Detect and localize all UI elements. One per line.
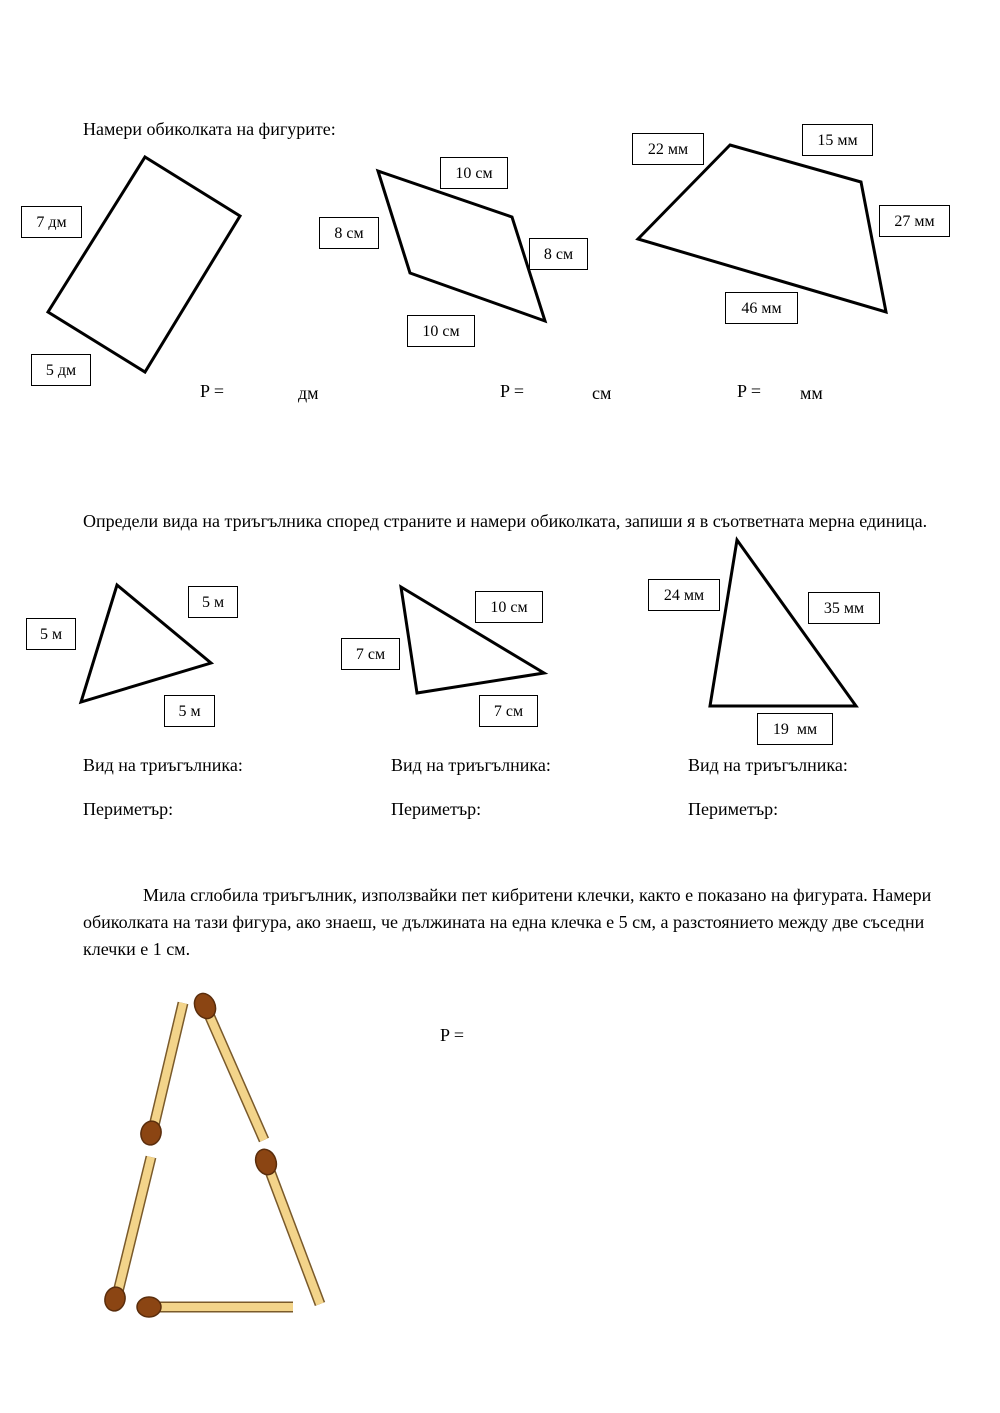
tri3-perimeter-label: Периметър: <box>688 799 779 819</box>
match-stick-5 <box>137 1297 293 1317</box>
tri2-perimeter-label: Периметър: <box>391 799 482 819</box>
fig2-label-right: 8 см <box>529 238 588 270</box>
fig1-perimeter-unit: дм <box>298 383 319 403</box>
match-stick-2 <box>191 990 264 1140</box>
fig3-label-bottom: 46 мм <box>725 292 798 324</box>
tri1-label-right: 5 м <box>188 586 238 618</box>
fig1-label-side-a: 7 дм <box>21 206 82 238</box>
tri3-label-right: 35 мм <box>808 592 880 624</box>
fig3-label-top: 15 мм <box>802 124 873 156</box>
tri2-label-left: 7 см <box>341 638 400 670</box>
section3-problem: Мила сглобила триъгълник, използвайки пет кибритени клечки, както е показано на фигурата. Намери обиколката на тази фигура, ако знаеш, че дължината на една клечка е 5 см, а разстоянието между две съседни клечки е 1 см. <box>83 885 932 959</box>
section1-instruction: Намери обиколката на фигурите: <box>83 119 336 139</box>
match-stick-1 <box>139 1003 183 1147</box>
tri1-label-bottom: 5 м <box>164 695 215 727</box>
tri2-label-bottom: 7 см <box>479 695 538 727</box>
fig2-label-bottom: 10 см <box>407 315 475 347</box>
match-stick-4 <box>252 1146 320 1304</box>
tri2-kind-label: Вид на триъгълника: <box>391 755 551 775</box>
section3-perimeter-label: P = <box>440 1025 464 1045</box>
match-stick-3 <box>103 1157 151 1313</box>
fig3-label-right: 27 мм <box>879 205 950 237</box>
tri2-label-top: 10 см <box>475 591 543 623</box>
fig3-label-left: 22 мм <box>632 133 704 165</box>
fig2-perimeter-label: P = <box>500 381 524 401</box>
fig2-label-top: 10 см <box>440 157 508 189</box>
tri3-label-left: 24 мм <box>648 579 720 611</box>
fig1-perimeter-label: P = <box>200 381 224 401</box>
tri3-label-bottom: 19 мм <box>757 713 833 745</box>
fig3-perimeter-label: P = <box>737 381 761 401</box>
match-head-5 <box>137 1297 161 1317</box>
fig2-perimeter-unit: см <box>592 383 612 403</box>
tri1-kind-label: Вид на триъгълника: <box>83 755 243 775</box>
section2-instruction: Определи вида на триъгълника според страните и намери обиколката, запиши я в съответната мерна единица. <box>83 511 928 531</box>
fig2-label-left: 8 см <box>319 217 379 249</box>
tri3-kind-label: Вид на триъгълника: <box>688 755 848 775</box>
tri1-label-left: 5 м <box>26 618 76 650</box>
tri1-perimeter-label: Периметър: <box>83 799 174 819</box>
fig1-label-side-b: 5 дм <box>31 354 91 386</box>
fig3-perimeter-unit: мм <box>800 383 823 403</box>
